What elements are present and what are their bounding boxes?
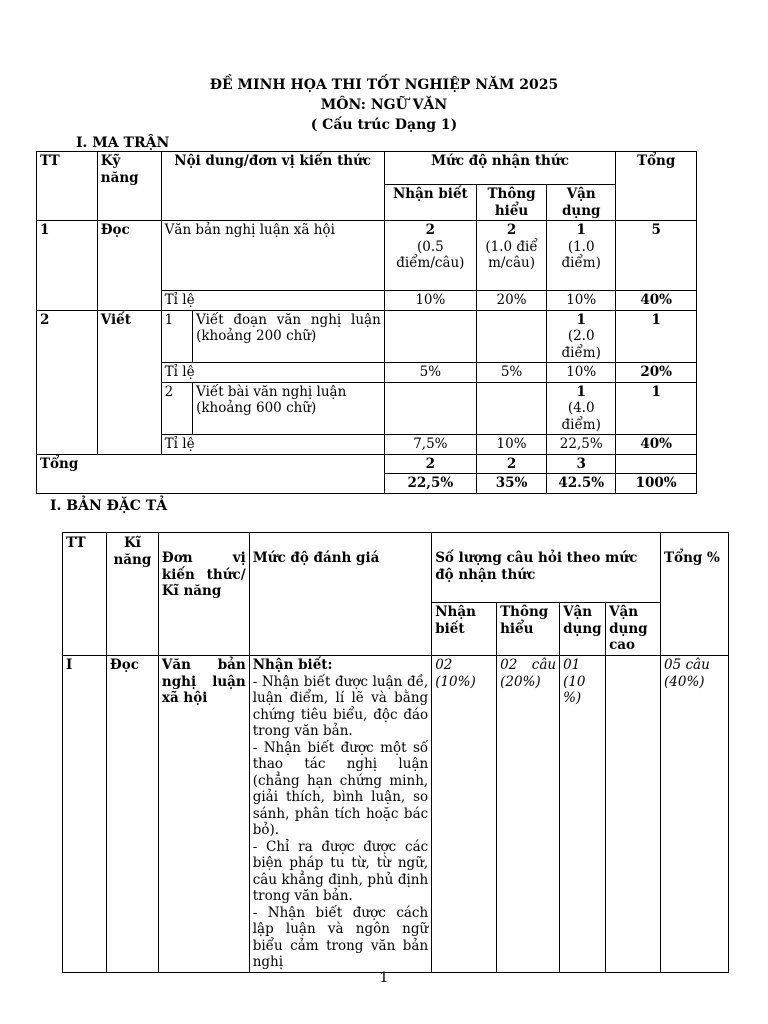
spec-header-tt: TT: [63, 533, 107, 656]
spec-r1-th: 02 câu (20%): [497, 656, 560, 973]
spec-header-skill: Kĩ năng: [106, 533, 158, 656]
spec-header-nb: Nhận biết: [432, 603, 497, 656]
matrix-r1-vd-count: 1: [576, 222, 586, 238]
spec-header-unit: Đơn vị kiến thức/ Kĩ năng: [158, 533, 249, 656]
matrix-r2b-ratio-vd: 22,5%: [547, 435, 616, 455]
matrix-r2a-th: [476, 310, 546, 363]
matrix-header-skill: Kỹ năng: [97, 152, 161, 221]
matrix-row-reading: [37, 221, 697, 291]
matrix-table: [36, 151, 697, 494]
matrix-r1-total: 5: [616, 221, 697, 291]
document-subject: MÔN: NGỮ VĂN: [320, 97, 448, 113]
spec-header-vdc: Vận dụng cao: [606, 603, 661, 656]
matrix-r2b-total: 1: [616, 382, 697, 435]
matrix-header-total: Tổng: [616, 152, 697, 221]
spec-r1-nb: 02 (10%): [432, 656, 497, 973]
matrix-header-level: Mức độ nhận thức: [384, 152, 616, 185]
spec-r1-assess-item: - Nhận biết được một số thao tác nghị luận (chẳng hạn chứng minh, giải thích, bình luận, so sánh, phân tích hoặc bác bỏ).: [252, 739, 429, 838]
matrix-r1-ratio-total: 40%: [616, 291, 697, 311]
document-title: ĐỀ MINH HỌA THI TỐT NGHIỆP NĂM 2025: [209, 77, 559, 93]
matrix-section-title: I. MA TRẬN: [76, 135, 170, 151]
matrix-pct-total: 100%: [616, 474, 697, 494]
matrix-r1-ratio-label: Tỉ lệ: [161, 291, 384, 311]
spec-table: [62, 532, 729, 973]
matrix-r1-th-note: (1.0 điểm/câu): [485, 238, 538, 271]
spec-r1-tt: I: [63, 656, 107, 973]
matrix-r2a-vd-count: 1: [576, 311, 586, 328]
matrix-r2a-ratio-th: 5%: [476, 363, 546, 383]
spec-header-th: Thông hiểu: [497, 603, 560, 656]
matrix-r1-vd: [547, 221, 616, 291]
spec-header-assess: Mức độ đánh giá: [249, 533, 431, 656]
matrix-r2b-vd-note: (4.0 điểm): [561, 400, 601, 433]
spec-header-count: Số lượng câu hỏi theo mức độ nhận thức: [432, 533, 661, 603]
matrix-row-total: [37, 454, 697, 474]
matrix-total-sum: [616, 454, 697, 474]
spec-r1-total: 05 câu (40%): [661, 656, 729, 973]
spec-r1-assess-item: - Chỉ ra được được các biện pháp tu từ, từ ngữ, câu khẳng định, phủ định trong văn bản.: [252, 838, 429, 904]
matrix-r2a-ratio-label: Tỉ lệ: [161, 363, 384, 383]
matrix-r2b-ratio-label: Tỉ lệ: [161, 435, 384, 455]
matrix-r1-nb: [384, 221, 476, 291]
matrix-r2a-vd-note: (2.0 điểm): [561, 328, 601, 361]
matrix-r2b-ratio-th: 10%: [476, 435, 546, 455]
matrix-r2a-vd: [547, 310, 616, 363]
matrix-r2a-no: 1: [161, 310, 192, 363]
spec-row-reading: [63, 656, 729, 973]
matrix-r1-th: [476, 221, 546, 291]
matrix-r2a-total: 1: [616, 310, 697, 363]
matrix-r1-ratio-th: 20%: [476, 291, 546, 311]
matrix-r2b-vd: [547, 382, 616, 435]
matrix-r1-skill: Đọc: [97, 221, 161, 311]
matrix-r2b-nb: [384, 382, 476, 435]
matrix-r1-tt: 1: [37, 221, 98, 311]
matrix-r2a-nb: [384, 310, 476, 363]
matrix-r1-vd-note: (1.0 điểm): [561, 238, 601, 271]
matrix-total-vd: 3: [547, 454, 616, 474]
document-structure: ( Cấu trúc Dạng 1): [310, 117, 458, 133]
matrix-header-content: Nội dung/đơn vị kiến thức: [161, 152, 384, 221]
matrix-total-th: 2: [476, 454, 546, 474]
matrix-r1-nb-count: 2: [425, 222, 436, 238]
matrix-r2b-content: Viết bài văn nghị luận (khoảng 600 chữ): [193, 382, 385, 435]
spec-header-total: Tổng %: [661, 533, 729, 656]
spec-r1-assess-title: Nhận biết:: [252, 657, 333, 673]
matrix-r1-nb-note: (0.5 điểm/câu): [396, 238, 465, 271]
matrix-r2a-ratio-nb: 5%: [384, 363, 476, 383]
matrix-r2b-ratio-nb: 7,5%: [384, 435, 476, 455]
matrix-r1-ratio-vd: 10%: [547, 291, 616, 311]
spec-r1-assess-item: - Nhận biết được cách lập luận và ngôn ngữ biểu cảm trong văn bản nghị: [252, 904, 429, 970]
matrix-r2a-content: Viết đoạn văn nghị luận (khoảng 200 chữ): [193, 310, 385, 363]
matrix-r2b-no: 2: [161, 382, 192, 435]
matrix-r1-th-count: 2: [506, 222, 517, 238]
matrix-total-label: Tổng: [37, 454, 385, 493]
spec-r1-vdc: [606, 656, 661, 973]
spec-r1-assess: [249, 656, 431, 973]
matrix-r2a-ratio-total: 20%: [616, 363, 697, 383]
spec-r1-unit: Văn bản nghị luận xã hội: [158, 656, 249, 973]
spec-section-title: I. BẢN ĐẶC TẢ: [50, 498, 168, 514]
matrix-r2-skill: Viết: [97, 310, 161, 454]
matrix-header-th: Thông hiểu: [476, 185, 546, 221]
spec-header-row: [63, 533, 729, 603]
matrix-r1-content: Văn bản nghị luận xã hội: [161, 221, 384, 291]
matrix-header-nb: Nhận biết: [384, 185, 476, 221]
matrix-r2b-ratio-total: 40%: [616, 435, 697, 455]
matrix-r2-tt: 2: [37, 310, 98, 454]
matrix-total-nb: 2: [384, 454, 476, 474]
spec-header-vd: Vận dụng: [560, 603, 606, 656]
matrix-r1-ratio-nb: 10%: [384, 291, 476, 311]
matrix-pct-nb: 22,5%: [384, 474, 476, 494]
matrix-r2b-vd-count: 1: [576, 383, 586, 400]
spec-r1-vd: 01 (10 %): [560, 656, 606, 973]
page-number: 1: [379, 970, 389, 986]
matrix-header-tt: TT: [37, 152, 98, 221]
matrix-pct-th: 35%: [476, 474, 546, 494]
matrix-pct-vd: 42.5%: [547, 474, 616, 494]
spec-r1-skill: Đọc: [106, 656, 158, 973]
matrix-r2a-ratio-vd: 10%: [547, 363, 616, 383]
matrix-header-vd: Vận dụng: [547, 185, 616, 221]
matrix-r2b-th: [476, 382, 546, 435]
matrix-row-writing-paragraph: [37, 310, 697, 363]
spec-r1-assess-item: - Nhận biết được luận đề, luận điểm, lí lẽ và bằng chứng tiêu biểu, độc đáo trong văn bản.: [252, 673, 429, 739]
matrix-header-row: [37, 152, 697, 185]
